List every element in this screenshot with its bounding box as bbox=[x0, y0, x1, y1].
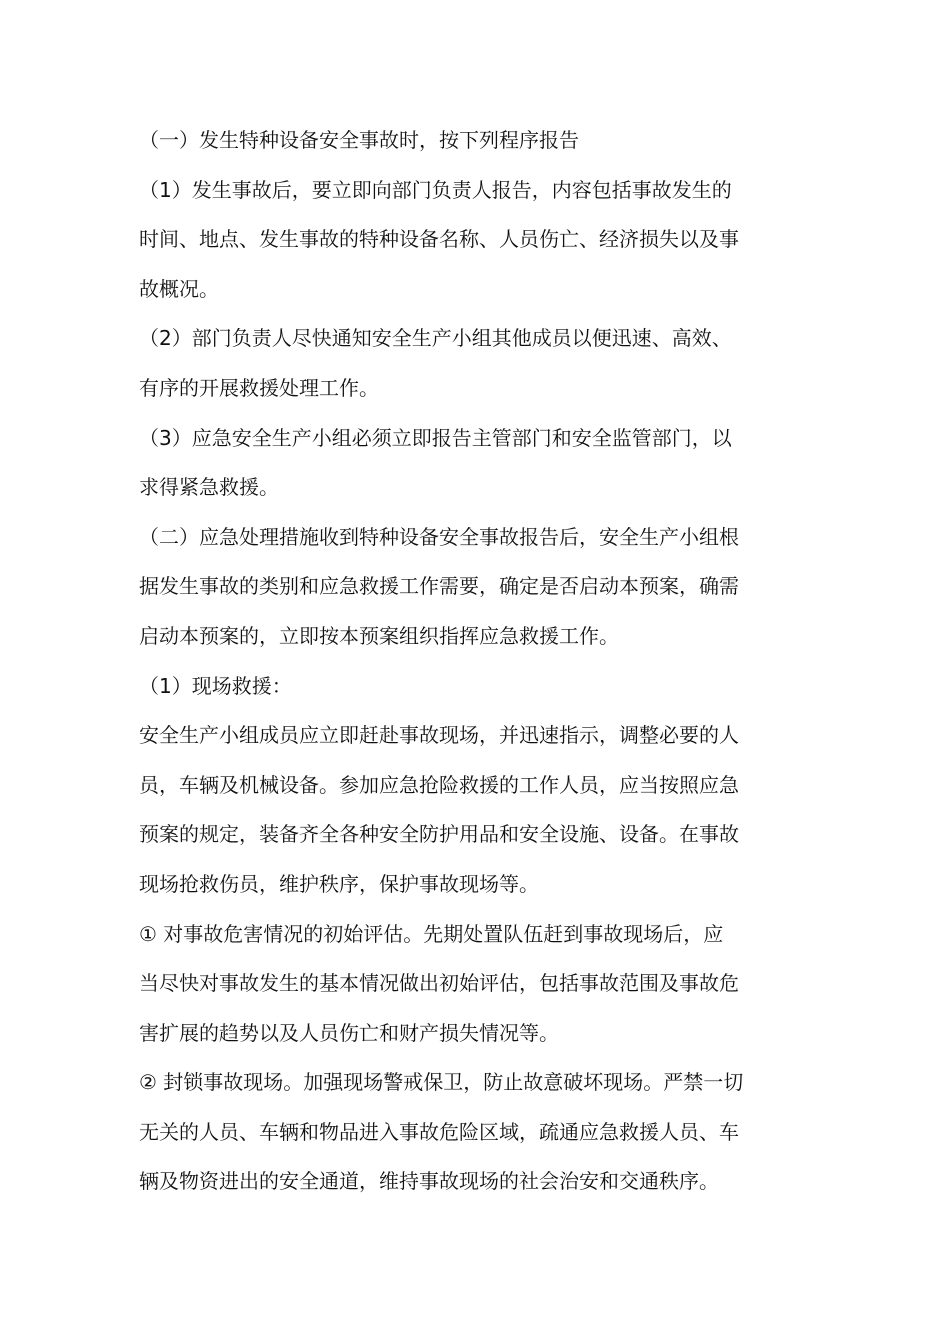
text-line: 启动本预案的，立即按本预案组织指挥应急救援工作。 bbox=[139, 623, 619, 648]
text-line: 有序的开展救援处理工作。 bbox=[139, 375, 379, 400]
text-line: 据发生事故的类别和应急救援工作需要，确定是否启动本预案，确需 bbox=[139, 574, 739, 599]
text-line: （1）现场救援： bbox=[139, 673, 292, 698]
text-line: 无关的人员、车辆和物品进入事故危险区域，疏通应急救援人员、车 bbox=[139, 1119, 739, 1144]
text-line: 当尽快对事故发生的基本情况做出初始评估，包括事故范围及事故危 bbox=[139, 971, 739, 996]
text-line: （3）应急安全生产小组必须立即报告主管部门和安全监管部门，以 bbox=[139, 425, 732, 450]
document-body bbox=[139, 116, 829, 1207]
text-line: 时间、地点、发生事故的特种设备名称、人员伤亡、经济损失以及事 bbox=[139, 227, 739, 252]
text-line: ② 封锁事故现场。加强现场警戒保卫，防止故意破坏现场。严禁一切 bbox=[139, 1070, 744, 1095]
text-line: 故概况。 bbox=[139, 276, 219, 301]
text-line: 现场抢救伤员，维护秩序，保护事故现场等。 bbox=[139, 871, 539, 896]
text-line: 安全生产小组成员应立即赶赴事故现场，并迅速指示，调整必要的人 bbox=[139, 723, 739, 748]
text-line: （1）发生事故后，要立即向部门负责人报告，内容包括事故发生的 bbox=[139, 177, 732, 202]
text-line: 求得紧急救援。 bbox=[139, 475, 279, 500]
text-line: （一）发生特种设备安全事故时，按下列程序报告 bbox=[139, 128, 579, 152]
text-line: ① 对事故危害情况的初始评估。先期处置队伍赶到事故现场后，应 bbox=[139, 921, 724, 946]
text-line: 辆及物资进出的安全通道，维持事故现场的社会治安和交通秩序。 bbox=[139, 1169, 719, 1194]
text-line: （2）部门负责人尽快通知安全生产小组其他成员以便迅速、高效、 bbox=[139, 326, 732, 351]
text-line: 员，车辆及机械设备。参加应急抢险救援的工作人员，应当按照应急 bbox=[139, 772, 739, 797]
text-line: 预案的规定，装备齐全各种安全防护用品和安全设施、设备。在事故 bbox=[139, 822, 739, 847]
text-line: （二）应急处理措施收到特种设备安全事故报告后，安全生产小组根 bbox=[139, 524, 739, 549]
text-line: 害扩展的趋势以及人员伤亡和财产损失情况等。 bbox=[139, 1020, 559, 1045]
